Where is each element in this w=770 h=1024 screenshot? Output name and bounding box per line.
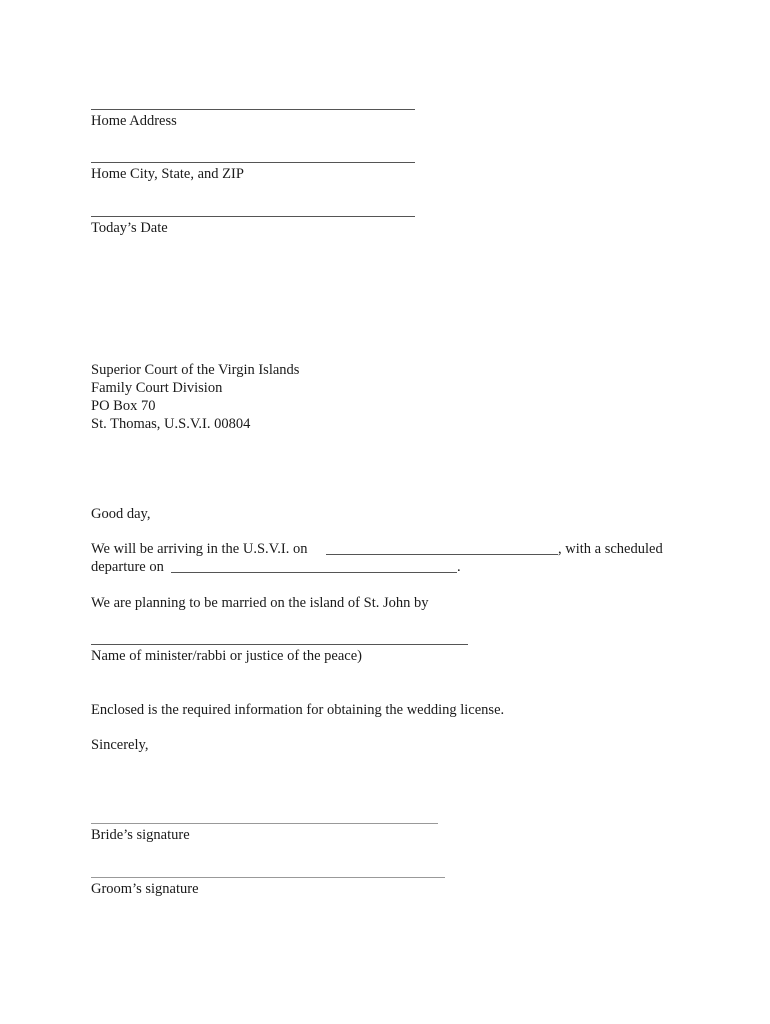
bride-signature-line[interactable] [91,823,438,824]
officiant-label: Name of minister/rabbi or justice of the peace) [91,648,362,664]
home-city-line[interactable] [91,162,415,163]
greeting: Good day, [91,506,151,522]
arrival-prefix: We will be arriving in the U.S.V.I. on [91,541,308,557]
recipient-line-4: St. Thomas, U.S.V.I. 00804 [91,416,251,432]
home-address-label: Home Address [91,113,177,129]
bride-signature-label: Bride’s signature [91,827,190,843]
date-label: Today’s Date [91,220,168,236]
recipient-line-1: Superior Court of the Virgin Islands [91,362,300,378]
recipient-line-2: Family Court Division [91,380,223,396]
home-city-label: Home City, State, and ZIP [91,166,244,182]
planning-text: We are planning to be married on the island of St. John by [91,595,429,611]
groom-signature-label: Groom’s signature [91,881,199,897]
closing: Sincerely, [91,737,149,753]
arrival-date-blank[interactable] [326,554,558,555]
officiant-line[interactable] [91,644,468,645]
date-line[interactable] [91,216,415,217]
groom-signature-line[interactable] [91,877,445,878]
enclosed-text: Enclosed is the required information for obtaining the wedding license. [91,702,505,718]
home-address-line[interactable] [91,109,415,110]
departure-date-blank[interactable] [171,572,457,573]
arrival-suffix: , with a scheduled [558,541,663,557]
departure-prefix: departure on [91,559,164,575]
departure-suffix: . [457,559,461,575]
recipient-line-3: PO Box 70 [91,398,156,414]
